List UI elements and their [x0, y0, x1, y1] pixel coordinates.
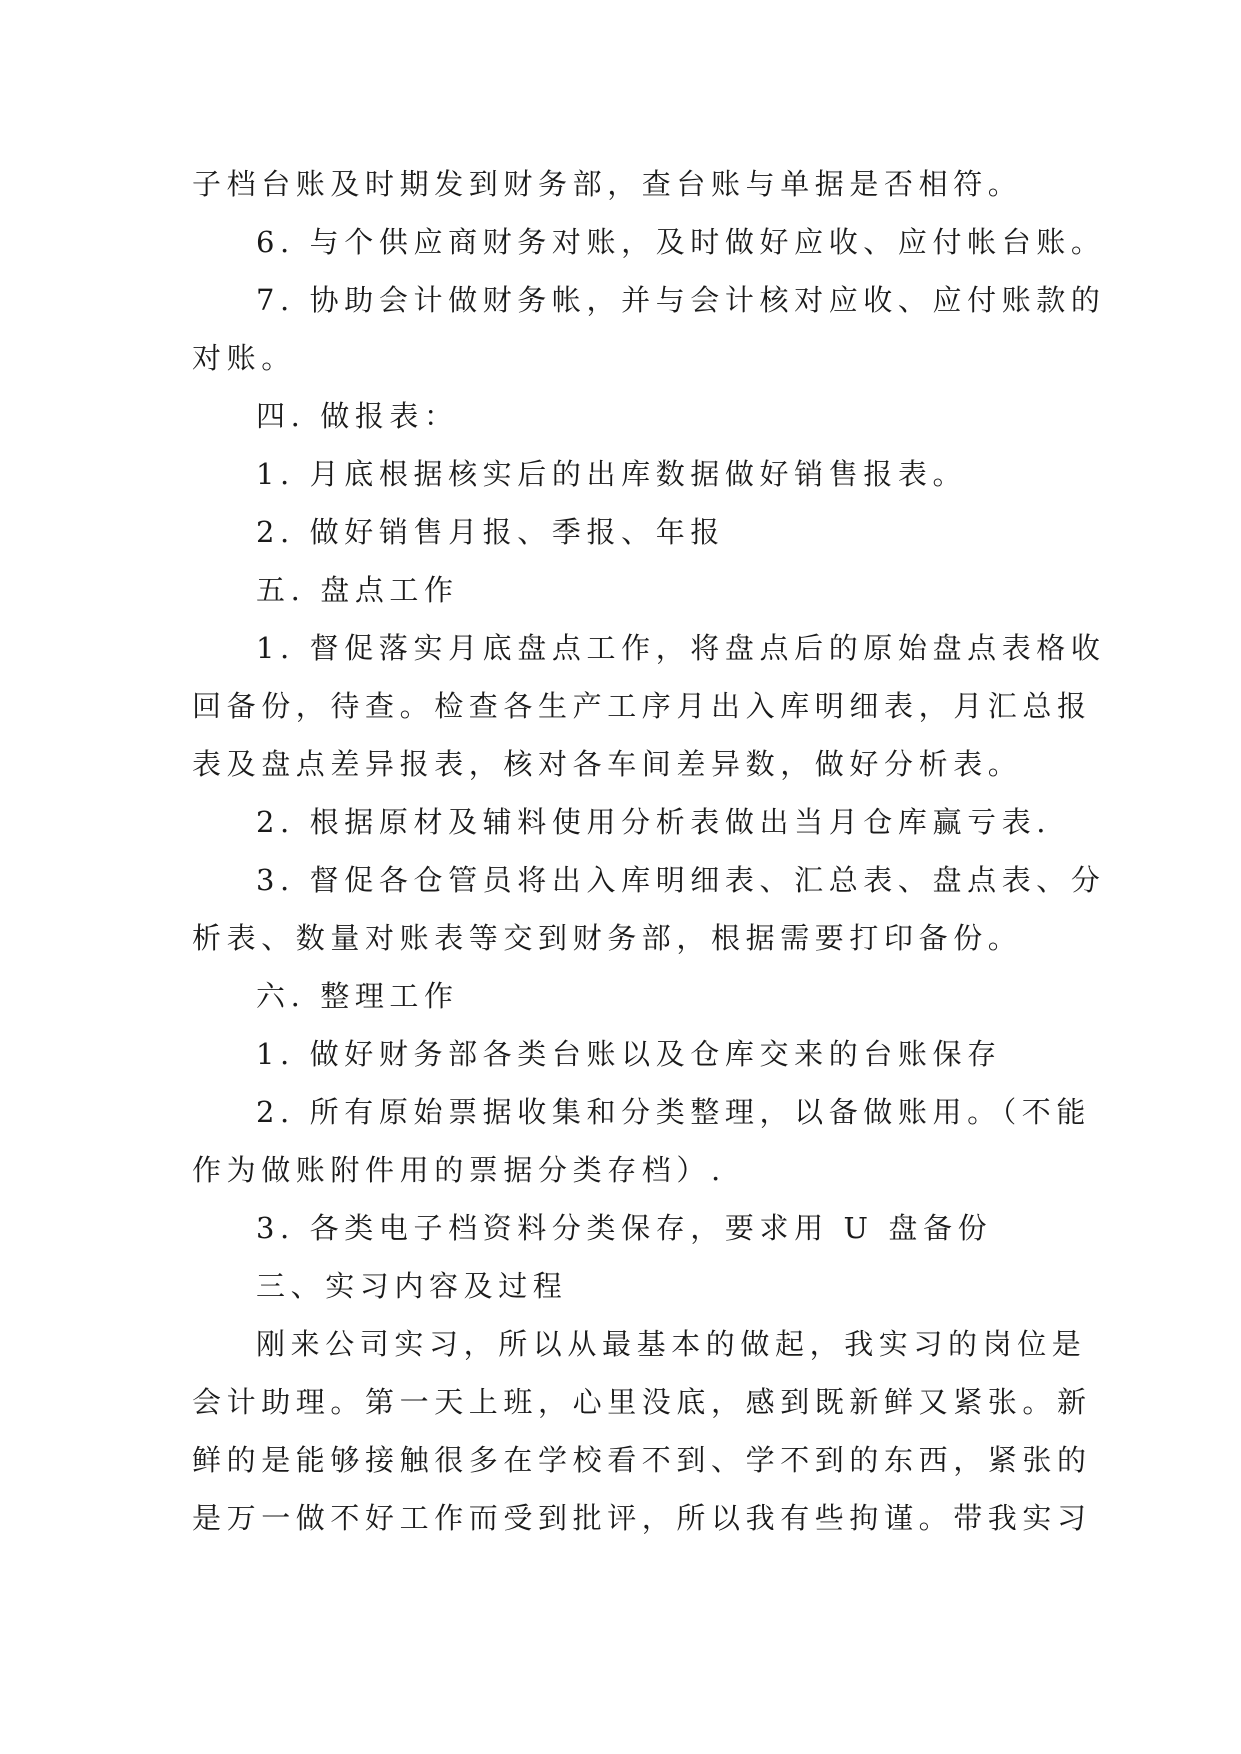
text-line: 1. 月底根据核实后的出库数据做好销售报表。 [256, 457, 968, 491]
text-line: 刚来公司实习，所以从最基本的做起，我实习的岗位是 [256, 1327, 1087, 1361]
text-line: 3. 各类电子档资料分类保存，要求用 U 盘备份 [256, 1211, 993, 1245]
text-line: 作为做账附件用的票据分类存档）. [192, 1153, 726, 1187]
text-line: 析表、数量对账表等交到财务部，根据需要打印备份。 [192, 921, 1023, 955]
text-line: 6. 与个供应商财务对账，及时做好应收、应付帐台账。 [256, 225, 1106, 259]
text-line: 2. 根据原材及辅料使用分析表做出当月仓库赢亏表. [256, 805, 1052, 839]
text-line: 回备份，待查。检查各生产工序月出入库明细表，月汇总报 [192, 689, 1092, 723]
document-body [192, 155, 1106, 1547]
text-line: 1. 督促落实月底盘点工作，将盘点后的原始盘点表格收 [256, 631, 1106, 665]
text-line: 2. 做好销售月报、季报、年报 [256, 515, 725, 549]
text-line: 是万一做不好工作而受到批评，所以我有些拘谨。带我实习 [192, 1501, 1092, 1535]
text-line: 鲜的是能够接触很多在学校看不到、学不到的东西，紧张的 [192, 1443, 1092, 1477]
text-line: 7. 协助会计做财务帐，并与会计核对应收、应付账款的 [256, 283, 1106, 317]
section-heading: 五. 盘点工作 [256, 573, 459, 607]
text-line: 3. 督促各仓管员将出入库明细表、汇总表、盘点表、分 [256, 863, 1106, 897]
text-line: 2. 所有原始票据收集和分类整理，以备做账用。（不能 [256, 1095, 1091, 1129]
text-line: 表及盘点差异报表，核对各车间差异数，做好分析表。 [192, 747, 1023, 781]
section-heading: 六. 整理工作 [256, 979, 459, 1013]
section-heading: 三、实习内容及过程 [256, 1269, 568, 1303]
text-line: 子档台账及时期发到财务部，查台账与单据是否相符。 [192, 167, 1023, 201]
section-heading: 四. 做报表： [256, 399, 459, 433]
text-line: 对账。 [192, 341, 296, 375]
text-line: 1. 做好财务部各类台账以及仓库交来的台账保存 [256, 1037, 1002, 1071]
text-line: 会计助理。第一天上班，心里没底，感到既新鲜又紧张。新 [192, 1385, 1092, 1419]
